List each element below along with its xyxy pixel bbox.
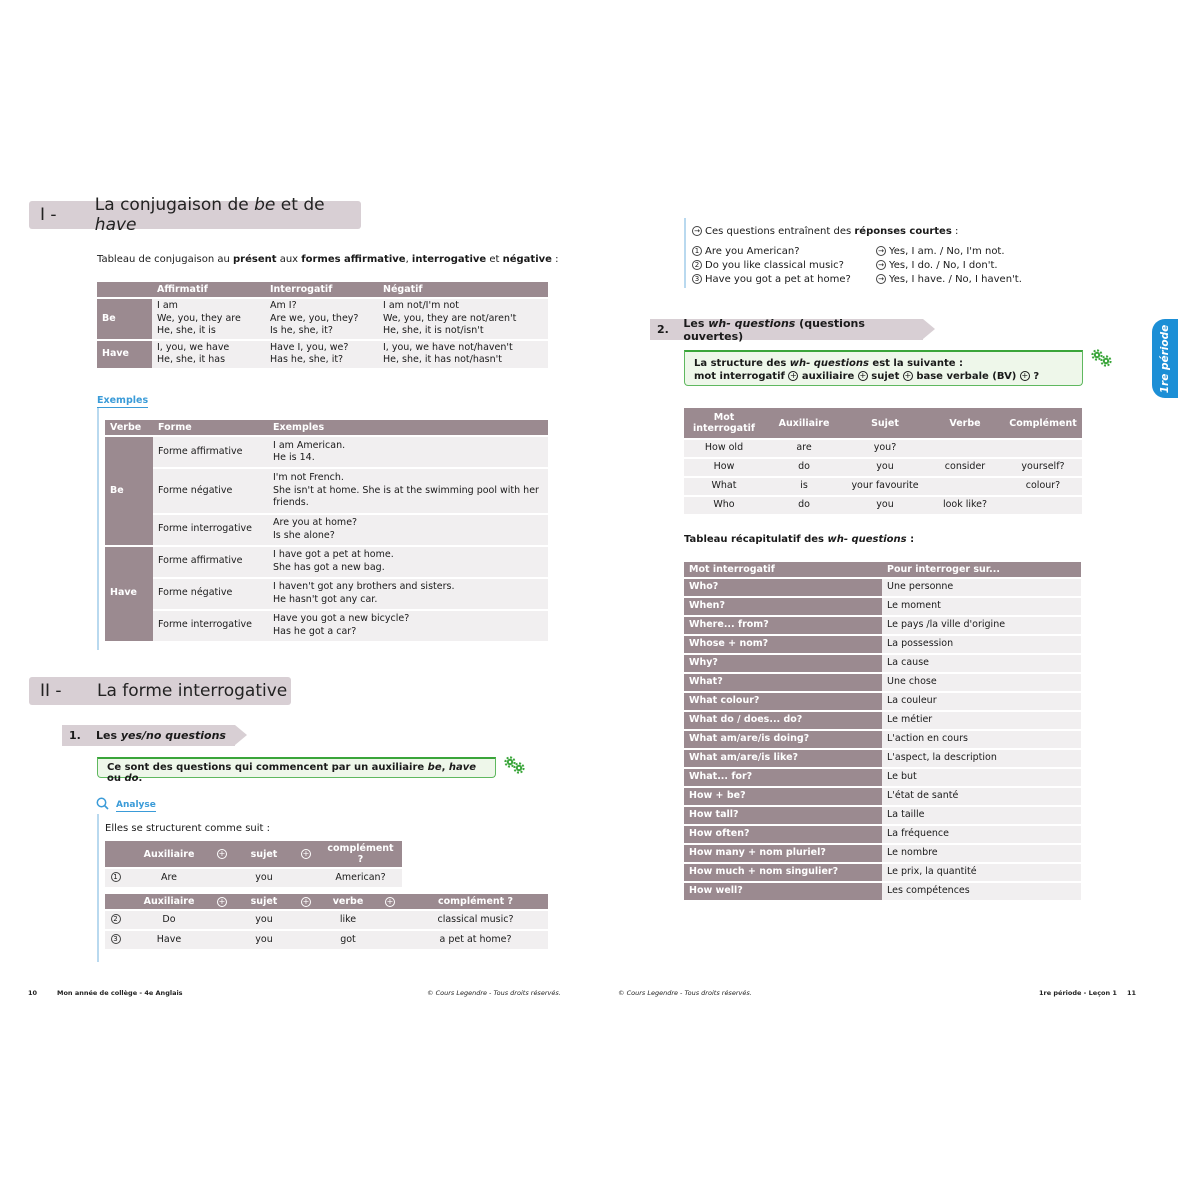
section-number: II - [40,681,62,701]
usage: La fréquence [882,826,1081,843]
usage: Le pays /la ville d'origine [882,617,1081,634]
table-header-row: Verbe Forme Exemples [105,420,548,435]
structure-table-2 [105,892,548,951]
arrow-right-icon: → [876,246,886,256]
plus-icon: + [218,849,226,858]
circled-number-icon: 2 [111,914,121,924]
usage: La couleur [882,693,1081,710]
section-2-header [29,677,291,705]
table-row: Have Forme affirmative I have got a pet at home. She has got a new bag. [105,547,548,577]
short-answer-reply: → Yes, I do. / No, I don't. [876,260,998,271]
table-header-row: Mot interrogatif Pour interroger sur... [684,562,1081,577]
footer-copyright-left: © Cours Legendre - Tous droits réservés. [427,989,561,997]
plus-icon: + [1021,371,1029,380]
rule-box: La structure des wh- questions est la suivante : mot interrogatif + auxiliaire + sujet + base verbale (BV) + ? [684,350,1083,386]
table-header-row: Auxiliaire + sujet + complément ? [105,841,402,867]
table-row [684,598,1081,615]
usage: Une chose [882,674,1081,691]
footer-book-title: Mon année de collège - 4e Anglais [57,989,183,997]
subsection-2-header: 2. Les wh- questions (questions ouvertes) [650,319,923,340]
table-row [684,807,1081,824]
footer-page-number-right: 11 [1127,989,1137,997]
table-row: Be I am We, you, they are He, she, it is Am I? Are we, you, they? Is he, she, it? I am not/I'm not We, you, they are not/aren't He, she, it is not/isn't [97,299,548,339]
usage: La cause [882,655,1081,672]
section-1-header [29,195,361,235]
analyse-label: Analyse [116,800,156,810]
table-row: 1 Are you American? [105,869,402,887]
circled-number-icon: 1 [111,872,121,882]
interrogative-word: What do / does... do? [684,712,882,729]
short-answers-intro: → Ces questions entraînent des réponses courtes : [692,226,958,237]
recap-intro: Tableau récapitulatif des wh- questions : [684,534,915,545]
table-row: Be Forme affirmative I am American. He is 14. [105,437,548,467]
table-row [684,864,1081,881]
arrow-right-icon: → [692,226,702,236]
usage: La possession [882,636,1081,653]
arrow-right-icon: → [876,260,886,270]
usage: Le nombre [882,845,1081,862]
usage: Les compétences [882,883,1081,900]
table-row [684,655,1081,672]
usage: L'action en cours [882,731,1081,748]
usage: L'état de santé [882,788,1081,805]
usage: Le moment [882,598,1081,615]
interrogative-word: How tall? [684,807,882,824]
table-row [684,826,1081,843]
interrogative-word: What am/are/is doing? [684,731,882,748]
short-answer-item: 1 Are you American? [692,246,800,257]
structure-table-1 [105,839,402,889]
table-header-row: Affirmatif Interrogatif Négatif [97,282,548,297]
table-row: How do you consider yourself? [684,459,1082,476]
short-answer-item: 3 Have you got a pet at home? [692,274,851,285]
recap-table [684,560,1081,902]
usage: Le métier [882,712,1081,729]
table-row [684,674,1081,691]
interrogative-word: How well? [684,883,882,900]
exemples-rule [97,408,99,650]
table-row: What is your favourite colour? [684,478,1082,495]
table-row [684,769,1081,786]
exemples-label: Exemples [97,395,149,406]
plus-icon: + [386,896,394,906]
short-answer-reply: → Yes, I am. / No, I'm not. [876,246,1005,257]
plus-icon: + [789,371,797,380]
conjugation-table [97,280,548,370]
gears-icon [1091,349,1113,367]
table-row [684,617,1081,634]
table-row [684,712,1081,729]
table-header-row: Auxiliaire + sujet + verbe + complément ? [105,894,548,909]
table-header-row: Mot interrogatif Auxiliaire Sujet Verbe Complément [684,408,1082,438]
plus-icon: + [218,896,226,906]
table-row: 2 Do you like classical music? [105,911,548,929]
interrogative-word: When? [684,598,882,615]
interrogative-word: Who? [684,579,882,596]
usage: Le prix, la quantité [882,864,1081,881]
interrogative-word: What... for? [684,769,882,786]
interrogative-word: Why? [684,655,882,672]
table-row [684,750,1081,767]
plus-icon: + [302,896,310,906]
table-row: 3 Have you got a pet at home? [105,931,548,949]
interrogative-word: How often? [684,826,882,843]
table-row [684,845,1081,862]
interrogative-word: What am/are/is like? [684,750,882,767]
circled-number-icon: 2 [692,260,702,270]
table-row [684,579,1081,596]
interrogative-word: What colour? [684,693,882,710]
interrogative-word: How much + nom singulier? [684,864,882,881]
usage: Le but [882,769,1081,786]
table-row: Forme interrogative Are you at home? Is she alone? [105,515,548,545]
plus-icon: + [859,371,867,380]
circled-number-icon: 1 [692,246,702,256]
plus-icon: + [904,371,912,380]
footer-copyright-right: © Cours Legendre - Tous droits réservés. [618,989,752,997]
table-row [684,636,1081,653]
interrogative-word: How + be? [684,788,882,805]
arrow-right-icon: → [876,274,886,284]
period-side-tab[interactable]: 1re période [1152,319,1178,398]
circled-number-icon: 3 [692,274,702,284]
subsection-1-header: 1. Les yes/no questions [62,725,235,746]
structure-intro: Elles se structurent comme suit : [105,823,270,834]
usage: La taille [882,807,1081,824]
table-row [684,693,1081,710]
interrogative-word: What? [684,674,882,691]
table-row [684,883,1081,900]
interrogative-word: Where... from? [684,617,882,634]
section-title: La conjugaison de be et de have [94,195,325,235]
table-row: Forme interrogative Have you got a new bicycle? Has he got a car? [105,611,548,641]
short-answer-item: 2 Do you like classical music? [692,260,844,271]
short-answer-reply: → Yes, I have. / No, I haven't. [876,274,1022,285]
table-row: How old are you? [684,440,1082,457]
short-answers-rule [684,218,686,288]
footer-page-number-left: 10 [28,989,38,997]
circled-number-icon: 3 [111,934,121,944]
interrogative-word: Whose + nom? [684,636,882,653]
section-title: La forme interrogative [97,681,288,701]
rule-box: Ce sont des questions qui commencent par un auxiliaire be, have ou do. [97,757,496,778]
plus-icon: + [302,849,310,858]
usage: L'aspect, la description [882,750,1081,767]
interrogative-word: How many + nom pluriel? [684,845,882,862]
table-row: Have I, you, we have He, she, it has Have I, you, we? Has he, she, it? I, you, we have not/haven't He, she, it has not/hasn't [97,341,548,368]
analyse-rule [97,814,99,962]
magnifier-icon [96,797,109,810]
usage: Une personne [882,579,1081,596]
conjugation-intro: Tableau de conjugaison au présent aux formes affirmative, interrogative et négative : [97,254,559,265]
gears-icon [504,756,526,774]
table-row: Forme négative I'm not French. She isn't at home. She is at the swimming pool with her friends. [105,469,548,513]
section-number: I - [40,205,57,225]
table-row [684,731,1081,748]
table-row: Who do you look like? [684,497,1082,514]
table-row: Forme négative I haven't got any brothers and sisters. He hasn't got any car. [105,579,548,609]
wh-questions-table [684,406,1082,516]
footer-lesson: 1re période - Leçon 1 [1039,989,1117,997]
examples-table [105,418,548,643]
table-row [684,788,1081,805]
